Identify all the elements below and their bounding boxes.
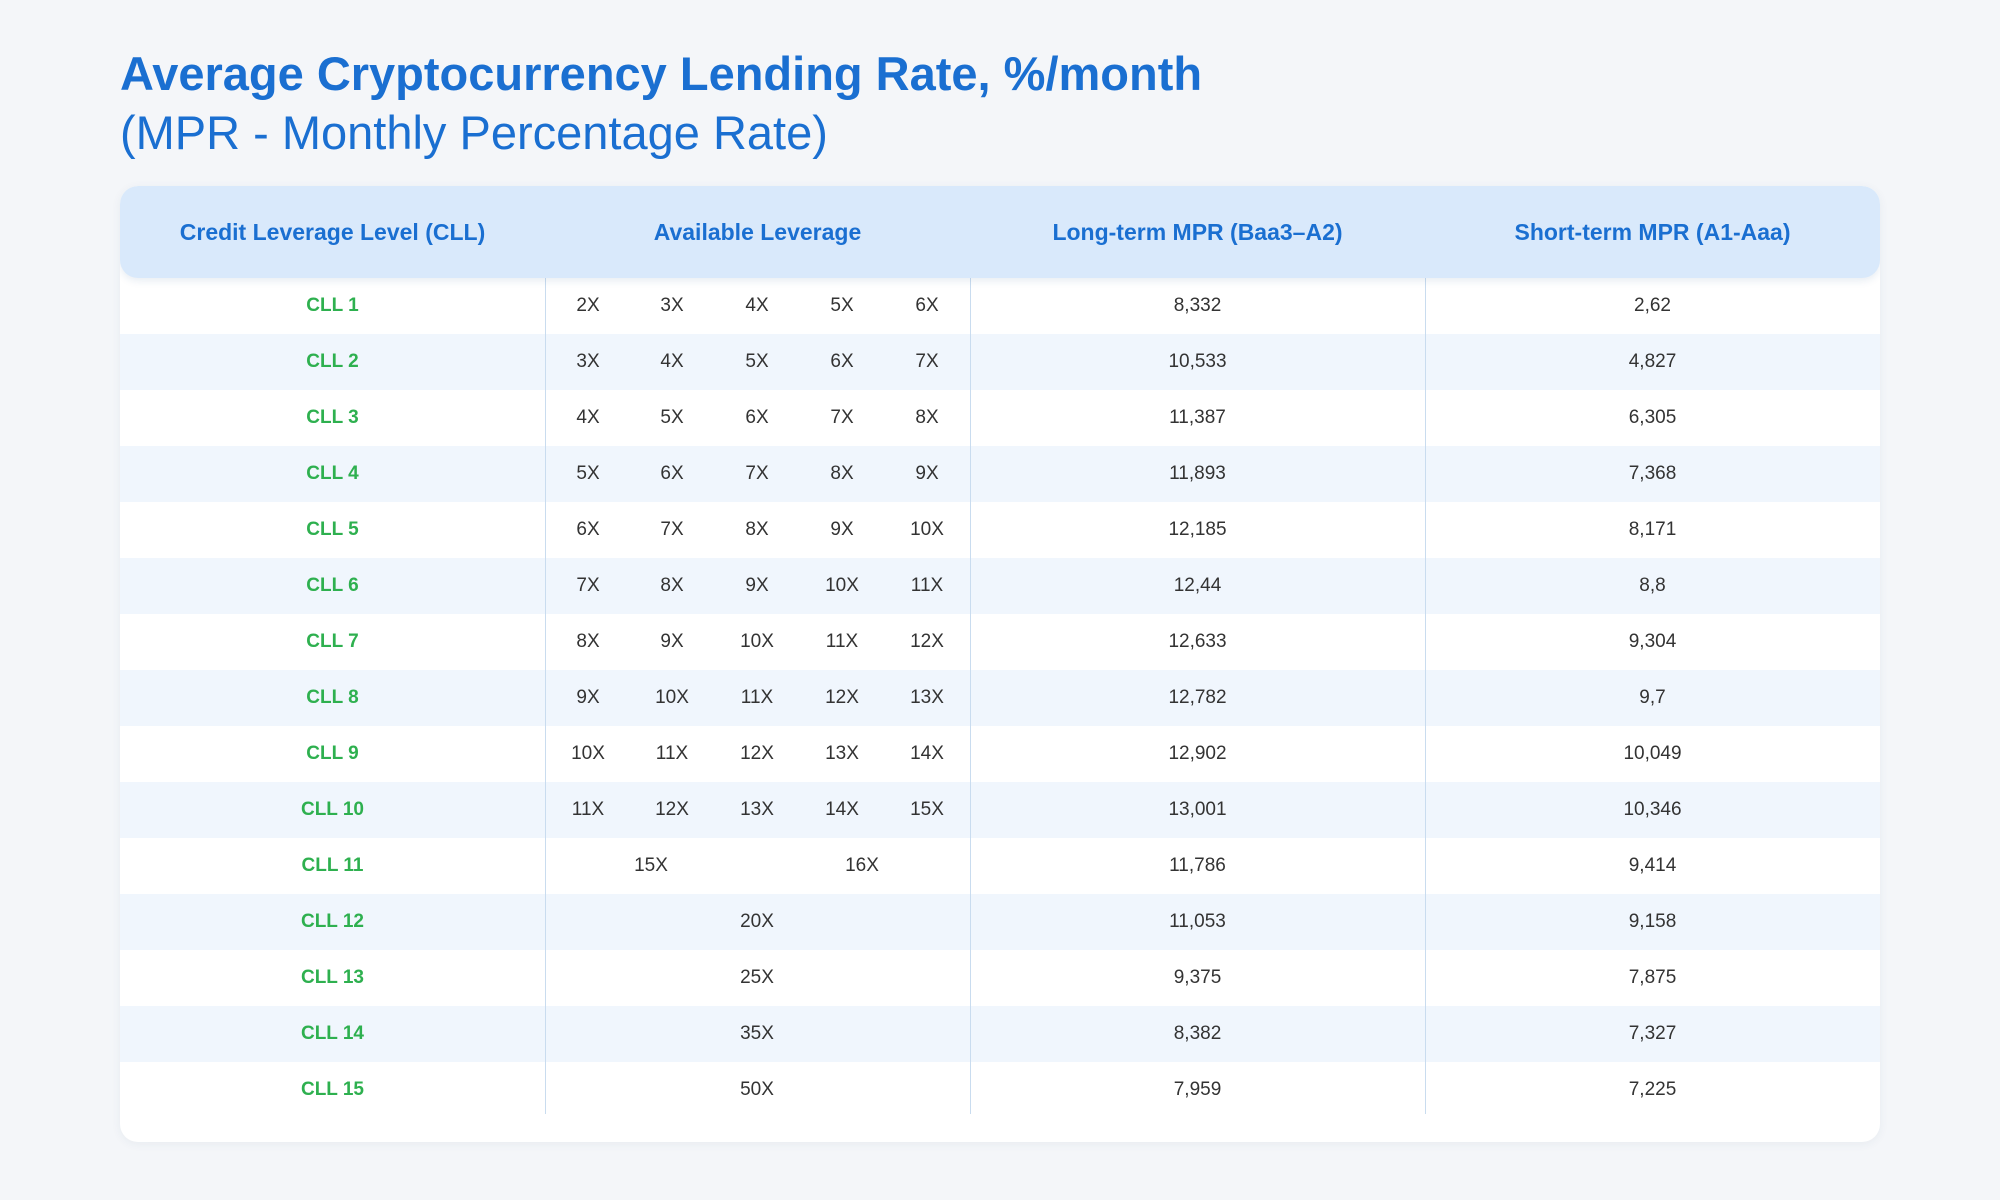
long-term-mpr-value: 8,332 bbox=[1173, 295, 1222, 316]
table-row bbox=[120, 670, 1880, 726]
table-body bbox=[120, 278, 1880, 1118]
table-row bbox=[120, 1062, 1880, 1118]
leverage-value: 6X bbox=[915, 295, 939, 316]
short-term-mpr-value: 10,049 bbox=[1623, 743, 1682, 764]
leverage-value: 12X bbox=[825, 687, 859, 708]
header-available-leverage: Available Leverage bbox=[653, 219, 862, 245]
leverage-value: 4X bbox=[745, 295, 769, 316]
short-term-mpr-value: 8,171 bbox=[1628, 519, 1677, 540]
long-term-mpr-value: 9,375 bbox=[1173, 967, 1222, 988]
long-term-mpr-value: 11,786 bbox=[1169, 855, 1226, 876]
cll-level: CLL 12 bbox=[300, 911, 364, 932]
table-row bbox=[120, 558, 1880, 614]
cll-level: CLL 9 bbox=[306, 743, 359, 764]
lending-rate-table bbox=[120, 186, 1880, 1142]
leverage-value: 11X bbox=[910, 575, 944, 596]
cll-level: CLL 14 bbox=[300, 1023, 364, 1044]
header-short-term-mpr: Short-term MPR (A1-Aaa) bbox=[1514, 219, 1791, 245]
table-row bbox=[120, 1006, 1880, 1062]
leverage-value: 9X bbox=[745, 575, 769, 596]
short-term-mpr-value: 6,305 bbox=[1628, 407, 1677, 428]
leverage-value: 7X bbox=[745, 463, 769, 484]
cll-level: CLL 13 bbox=[300, 967, 364, 988]
leverage-value: 10X bbox=[740, 631, 774, 652]
leverage-value: 25X bbox=[740, 967, 774, 988]
cll-level: CLL 7 bbox=[306, 631, 359, 652]
short-term-mpr-value: 2,62 bbox=[1634, 295, 1671, 316]
leverage-value: 7X bbox=[915, 351, 939, 372]
cll-level: CLL 8 bbox=[306, 687, 359, 708]
short-term-mpr-value: 7,368 bbox=[1628, 463, 1677, 484]
leverage-value: 5X bbox=[576, 463, 600, 484]
leverage-value: 2X bbox=[576, 295, 600, 316]
leverage-value: 13X bbox=[825, 743, 859, 764]
leverage-value: 8X bbox=[745, 519, 769, 540]
page-subtitle: (MPR - Monthly Percentage Rate) bbox=[120, 106, 828, 159]
table-row bbox=[120, 782, 1880, 838]
long-term-mpr-value: 12,633 bbox=[1168, 631, 1227, 652]
leverage-value: 15X bbox=[634, 855, 668, 876]
leverage-value: 8X bbox=[576, 631, 600, 652]
leverage-value: 6X bbox=[576, 519, 600, 540]
leverage-value: 13X bbox=[740, 799, 774, 820]
leverage-value: 13X bbox=[910, 687, 944, 708]
short-term-mpr-value: 9,158 bbox=[1628, 911, 1677, 932]
leverage-value: 12X bbox=[740, 743, 774, 764]
long-term-mpr-value: 12,782 bbox=[1168, 687, 1227, 708]
long-term-mpr-value: 7,959 bbox=[1173, 1079, 1222, 1100]
cll-level: CLL 10 bbox=[300, 799, 364, 820]
table-row bbox=[120, 390, 1880, 446]
long-term-mpr-value: 8,382 bbox=[1173, 1023, 1222, 1044]
leverage-value: 9X bbox=[830, 519, 854, 540]
leverage-value: 11X bbox=[655, 743, 689, 764]
title-block bbox=[120, 44, 1880, 162]
short-term-mpr-value: 8,8 bbox=[1639, 575, 1666, 596]
long-term-mpr-value: 11,053 bbox=[1169, 911, 1226, 932]
table-row bbox=[120, 502, 1880, 558]
short-term-mpr-value: 9,7 bbox=[1639, 687, 1666, 708]
long-term-mpr-value: 12,44 bbox=[1173, 575, 1222, 596]
leverage-value: 35X bbox=[740, 1023, 774, 1044]
leverage-value: 10X bbox=[571, 743, 605, 764]
table-row bbox=[120, 894, 1880, 950]
table-row bbox=[120, 726, 1880, 782]
table-row bbox=[120, 950, 1880, 1006]
short-term-mpr-value: 10,346 bbox=[1623, 799, 1682, 820]
cll-level: CLL 15 bbox=[300, 1079, 364, 1100]
leverage-value: 6X bbox=[745, 407, 769, 428]
long-term-mpr-value: 13,001 bbox=[1168, 799, 1227, 820]
leverage-value: 7X bbox=[660, 519, 684, 540]
leverage-value: 14X bbox=[825, 799, 859, 820]
leverage-value: 12X bbox=[910, 631, 944, 652]
leverage-value: 8X bbox=[830, 463, 854, 484]
cll-level: CLL 6 bbox=[306, 575, 359, 596]
leverage-value: 5X bbox=[830, 295, 854, 316]
leverage-value: 11X bbox=[740, 687, 774, 708]
cll-level: CLL 11 bbox=[301, 855, 364, 876]
leverage-value: 3X bbox=[576, 351, 600, 372]
table-row bbox=[120, 334, 1880, 390]
column-divider bbox=[970, 278, 971, 1114]
short-term-mpr-value: 4,827 bbox=[1628, 351, 1677, 372]
column-divider bbox=[545, 278, 546, 1114]
page-title: Average Cryptocurrency Lending Rate, %/month bbox=[120, 47, 1203, 100]
leverage-value: 9X bbox=[660, 631, 684, 652]
leverage-value: 4X bbox=[660, 351, 684, 372]
long-term-mpr-value: 10,533 bbox=[1168, 351, 1227, 372]
leverage-value: 5X bbox=[660, 407, 684, 428]
leverage-value: 12X bbox=[655, 799, 689, 820]
long-term-mpr-value: 11,893 bbox=[1169, 463, 1226, 484]
leverage-value: 4X bbox=[576, 407, 600, 428]
leverage-value: 9X bbox=[915, 463, 939, 484]
header-cll: Credit Leverage Level (CLL) bbox=[179, 219, 486, 245]
table-row bbox=[120, 278, 1880, 334]
cll-level: CLL 1 bbox=[306, 295, 359, 316]
cll-level: CLL 3 bbox=[306, 407, 359, 428]
leverage-value: 6X bbox=[830, 351, 854, 372]
leverage-value: 8X bbox=[660, 575, 684, 596]
header-long-term-mpr: Long-term MPR (Baa3–A2) bbox=[1052, 219, 1343, 245]
leverage-value: 10X bbox=[825, 575, 859, 596]
leverage-value: 3X bbox=[660, 295, 684, 316]
short-term-mpr-value: 7,225 bbox=[1628, 1079, 1677, 1100]
short-term-mpr-value: 9,414 bbox=[1628, 855, 1677, 876]
table-row bbox=[120, 614, 1880, 670]
leverage-value: 50X bbox=[740, 1079, 774, 1100]
table-header bbox=[120, 186, 1880, 278]
table-row bbox=[120, 446, 1880, 502]
leverage-value: 14X bbox=[910, 743, 944, 764]
short-term-mpr-value: 7,875 bbox=[1628, 967, 1677, 988]
cll-level: CLL 4 bbox=[306, 463, 359, 484]
long-term-mpr-value: 12,902 bbox=[1168, 743, 1227, 764]
leverage-value: 20X bbox=[740, 911, 774, 932]
table-row bbox=[120, 838, 1880, 894]
long-term-mpr-value: 11,387 bbox=[1169, 407, 1226, 428]
short-term-mpr-value: 9,304 bbox=[1628, 631, 1677, 652]
leverage-value: 9X bbox=[576, 687, 600, 708]
long-term-mpr-value: 12,185 bbox=[1168, 519, 1227, 540]
short-term-mpr-value: 7,327 bbox=[1628, 1023, 1677, 1044]
leverage-value: 8X bbox=[915, 407, 939, 428]
leverage-value: 11X bbox=[825, 631, 859, 652]
column-divider bbox=[1425, 278, 1426, 1114]
cll-level: CLL 5 bbox=[306, 519, 359, 540]
leverage-value: 7X bbox=[576, 575, 600, 596]
leverage-value: 10X bbox=[910, 519, 944, 540]
leverage-value: 16X bbox=[845, 855, 879, 876]
leverage-value: 15X bbox=[910, 799, 944, 820]
leverage-value: 6X bbox=[660, 463, 684, 484]
leverage-value: 10X bbox=[655, 687, 689, 708]
leverage-value: 11X bbox=[571, 799, 605, 820]
leverage-value: 5X bbox=[745, 351, 769, 372]
leverage-value: 7X bbox=[830, 407, 854, 428]
cll-level: CLL 2 bbox=[306, 351, 359, 372]
